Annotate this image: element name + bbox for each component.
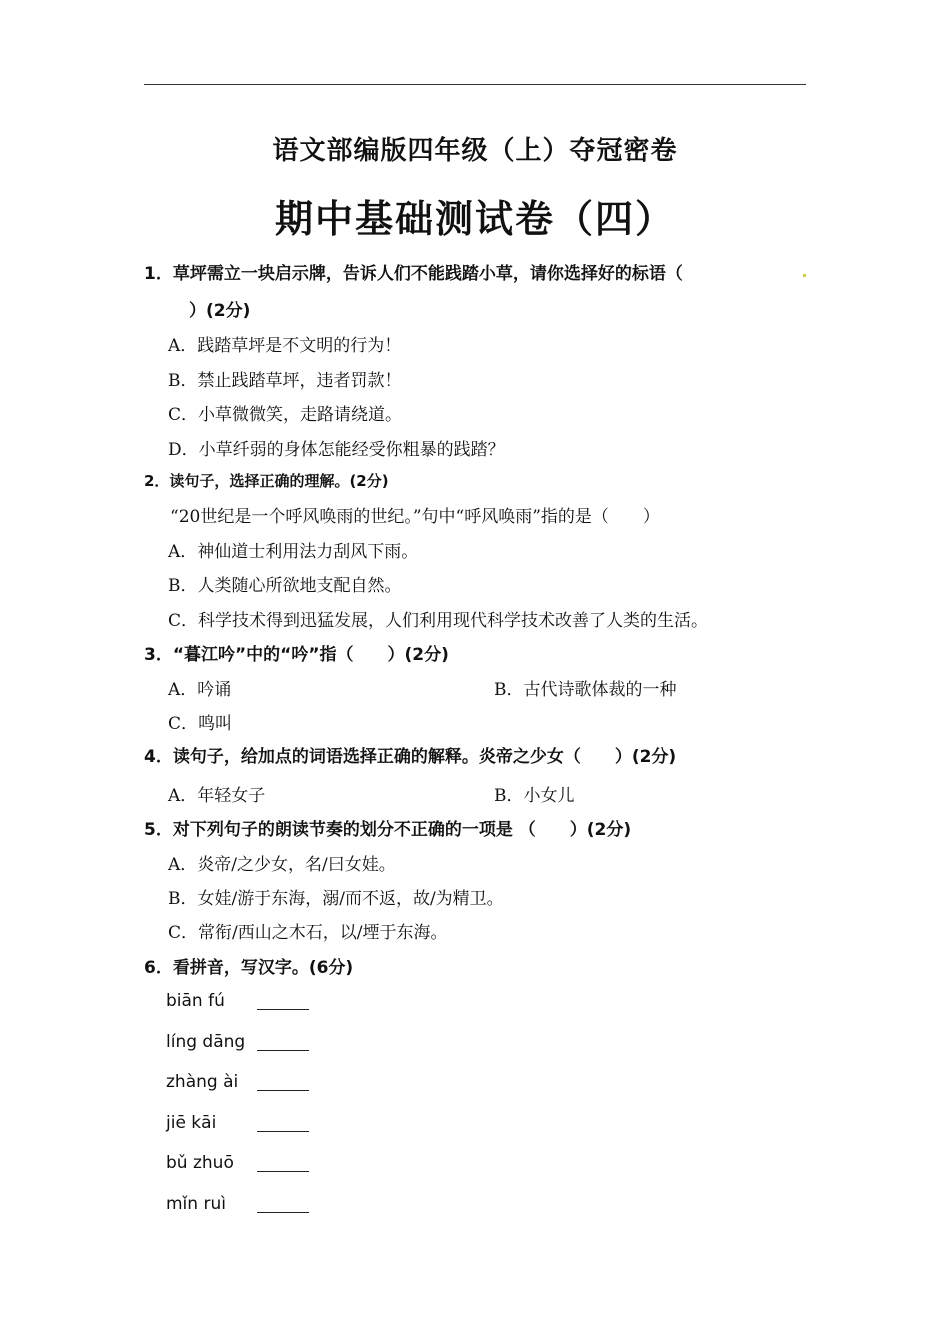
q1-option-a: A．践踏草坪是不文明的行为！ <box>168 336 402 356</box>
q6-answer-blank-3[interactable] <box>257 1090 309 1091</box>
q3-option-b: B．古代诗歌体裁的一种 <box>494 680 677 700</box>
q6-pinyin-3: zhàng ài <box>166 1072 239 1092</box>
header-rule <box>144 84 806 85</box>
q3-stem: 3．“暮江吟”中的“吟”指（ ）(2分) <box>144 645 449 665</box>
q6-answer-blank-6[interactable] <box>257 1212 309 1213</box>
q1-stem-cont: ）(2分) <box>189 301 251 321</box>
q6-answer-blank-4[interactable] <box>257 1131 309 1132</box>
q1-option-c: C．小草微微笑，走路请绕道。 <box>168 405 403 425</box>
q6-answer-blank-2[interactable] <box>257 1050 309 1051</box>
q6-answer-blank-1[interactable] <box>257 1009 309 1010</box>
q2-option-c: C．科学技术得到迅猛发展，人们利用现代科学技术改善了人类的生活。 <box>168 611 709 631</box>
q2-stem: 2．读句子，选择正确的理解。(2分) <box>144 472 389 490</box>
q6-pinyin-1: biān fú <box>166 991 225 1011</box>
q5-option-a: A．炎帝/之少女，名/曰女娃。 <box>168 855 396 875</box>
q5-option-c: C．常衔/西山之木石，以/堙于东海。 <box>168 923 448 943</box>
q6-stem: 6．看拼音，写汉字。(6分) <box>144 958 354 978</box>
q3-option-a: A．吟诵 <box>168 680 232 700</box>
q5-option-b: B．女娃/游于东海，溺/而不返，故/为精卫。 <box>168 889 504 909</box>
q2-quote: “20世纪是一个呼风唤雨的世纪。”句中“呼风唤雨”指的是（ ） <box>170 507 660 527</box>
page-title-line2: 期中基础测试卷（四） <box>274 197 675 241</box>
q5-stem: 5．对下列句子的朗读节奏的划分不正确的一项是 （ ）(2分) <box>144 820 632 840</box>
q6-answer-blank-5[interactable] <box>257 1171 309 1172</box>
q6-pinyin-2: líng dāng <box>166 1032 246 1052</box>
page-title-line1: 语文部编版四年级（上）夺冠密卷 <box>272 136 678 166</box>
q4-option-b: B．小女儿 <box>494 786 575 806</box>
q4-stem: 4．读句子，给加点的词语选择正确的解释。炎帝之少女（ ）(2分) <box>144 747 677 767</box>
q6-pinyin-5: bǔ zhuō <box>166 1153 234 1173</box>
speck-mark <box>803 274 806 277</box>
q6-pinyin-6: mǐn ruì <box>166 1194 226 1214</box>
q4-option-a: A．年轻女子 <box>168 786 266 806</box>
q3-option-c: C．鸣叫 <box>168 714 233 734</box>
q2-option-a: A．神仙道士利用法力刮风下雨。 <box>168 542 419 562</box>
q1-stem: 1．草坪需立一块启示牌，告诉人们不能践踏小草，请你选择好的标语（ <box>144 264 683 284</box>
q1-option-d: D．小草纤弱的身体怎能经受你粗暴的践踏？ <box>168 440 505 460</box>
q1-option-b: B．禁止践踏草坪，违者罚款！ <box>168 371 402 391</box>
q2-option-b: B．人类随心所欲地支配自然。 <box>168 576 402 596</box>
q6-pinyin-4: jiē kāi <box>166 1113 217 1133</box>
